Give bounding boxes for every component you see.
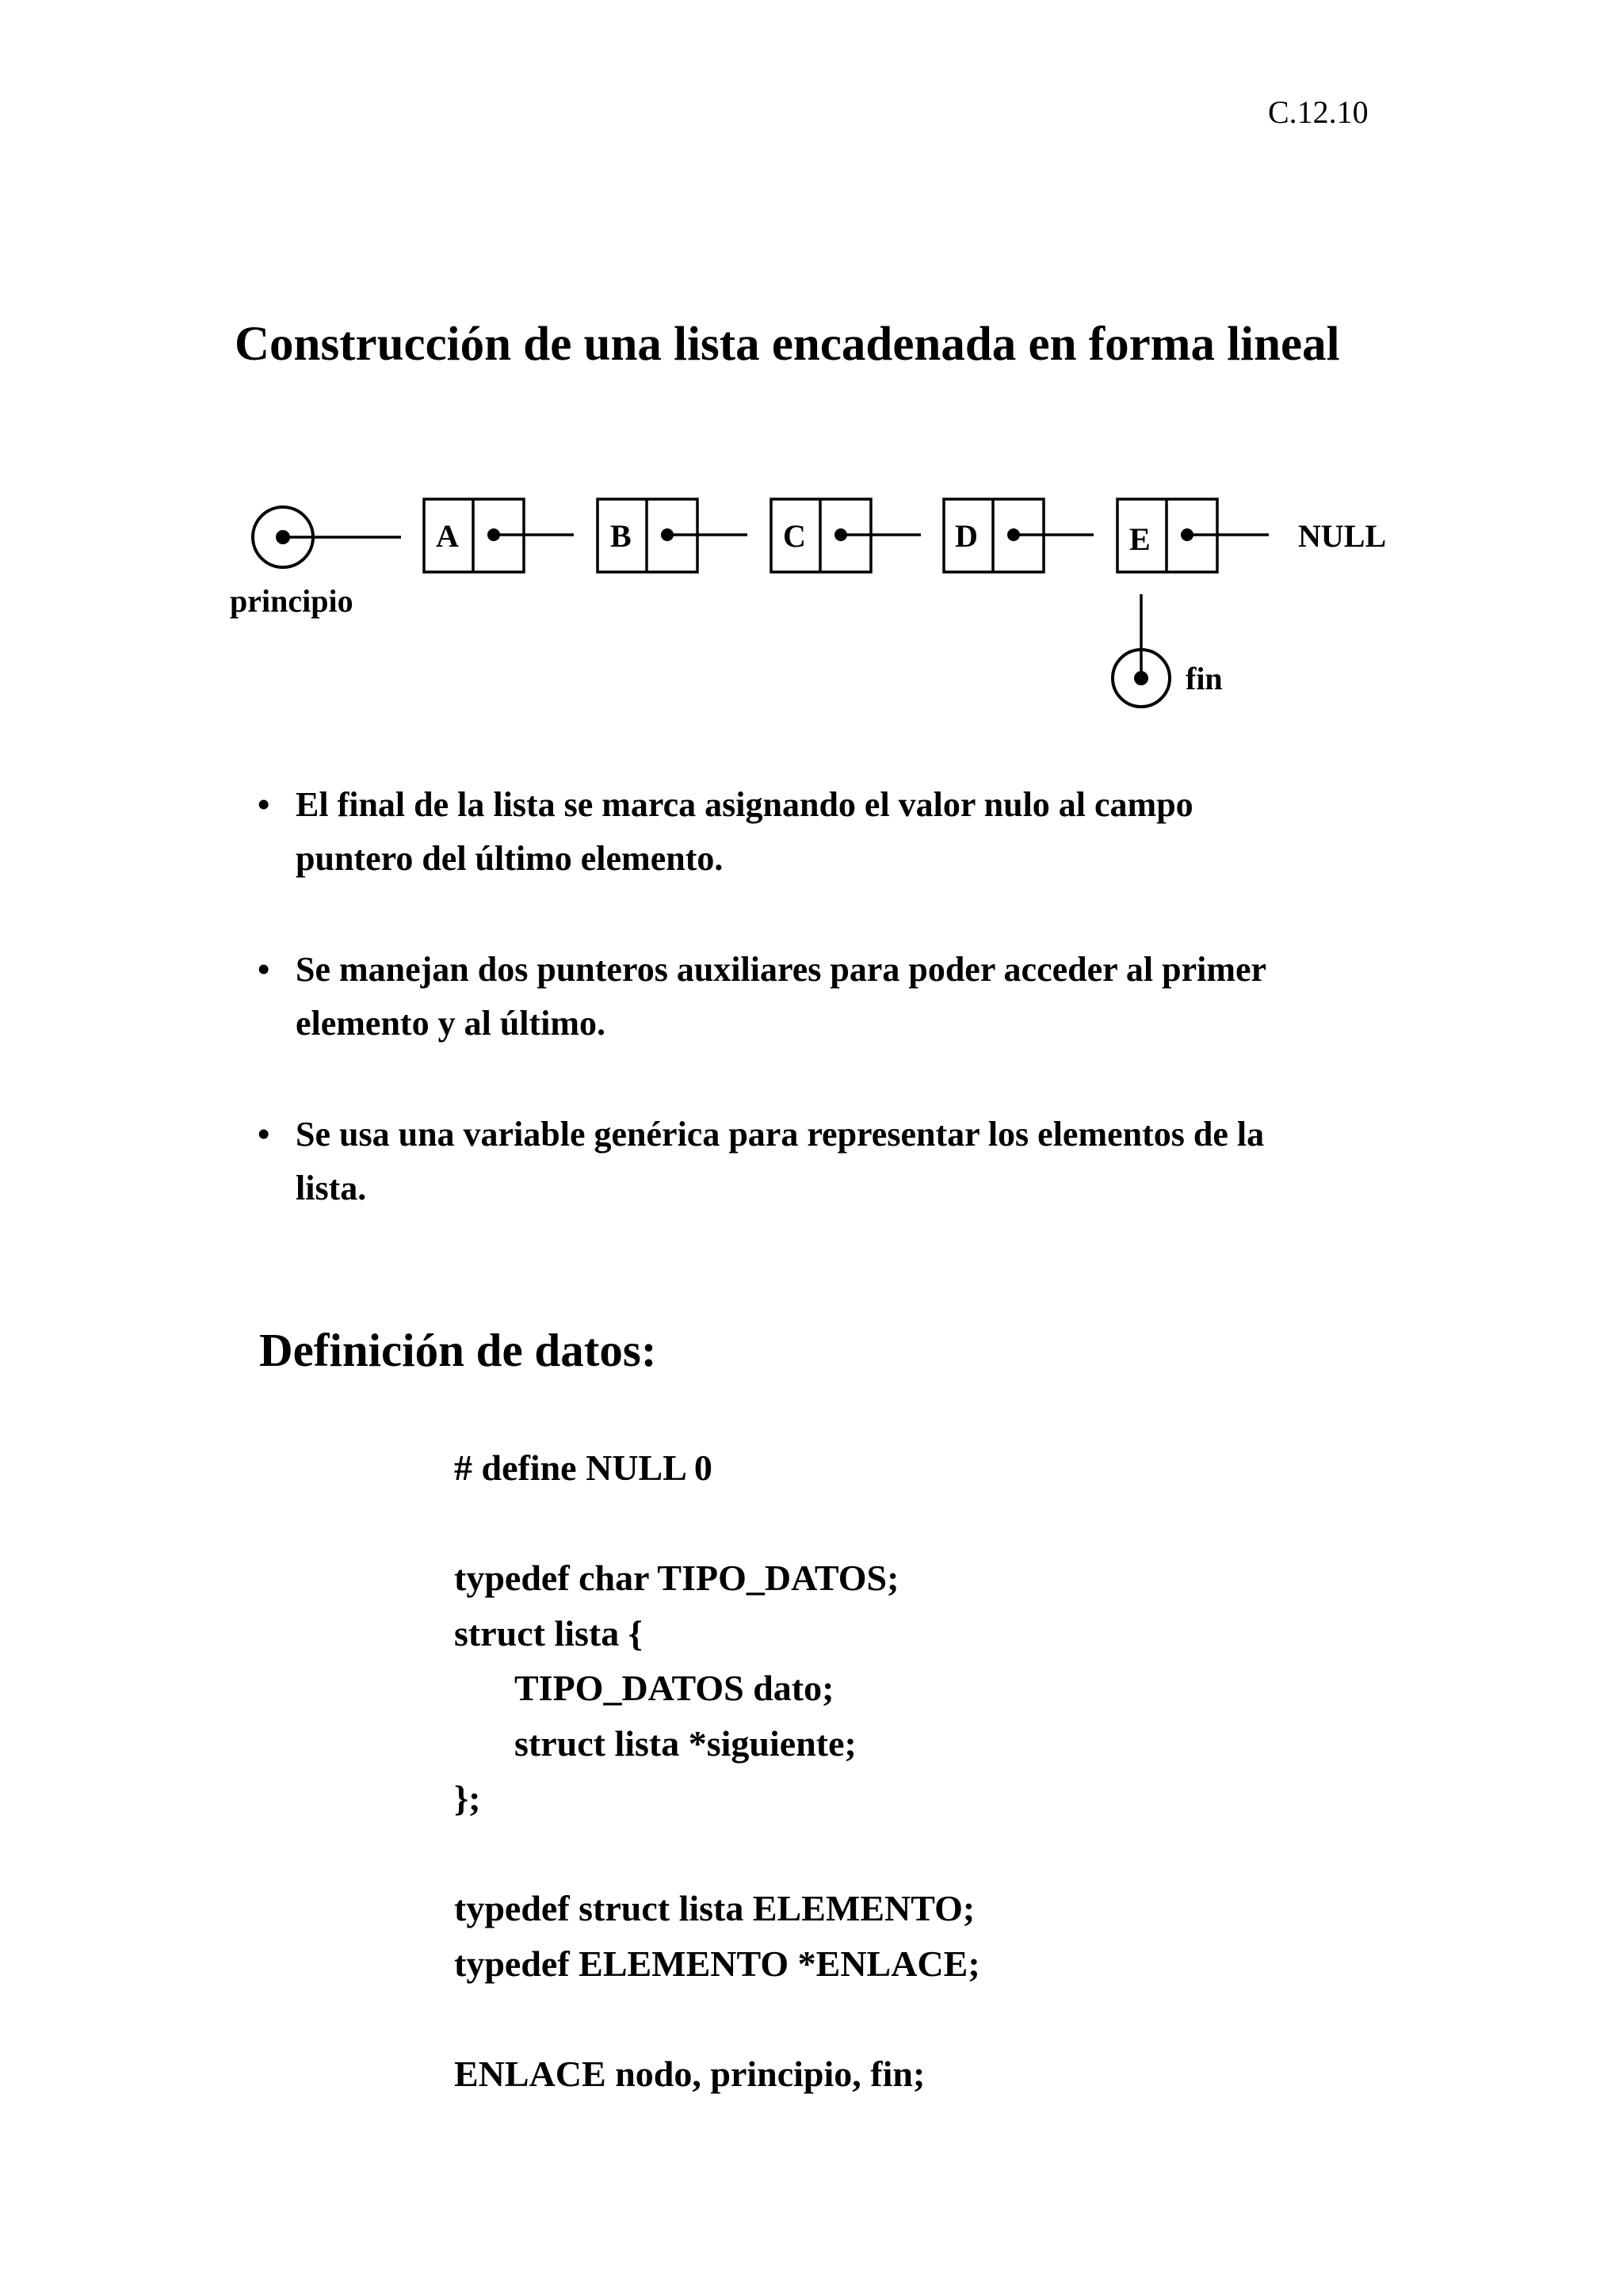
null-label: NULL [1298,518,1387,554]
code-blank-line [454,1826,980,1882]
node-label-c: C [783,518,806,554]
code-line-declaration: ENLACE nodo, principio, fin; [454,2053,926,2094]
bullet-line: El final de la lista se marca asignando el valor nulo al campo [296,785,1193,824]
code-blank-line [454,1496,980,1551]
node-label-e: E [1129,521,1151,557]
list-node-d [944,499,1094,572]
code-line-field-siguiente: struct lista *siguiente; [514,1722,857,1764]
bullet-item [258,778,1446,886]
code-block [454,1440,980,2101]
list-node-b [598,499,747,572]
node-label-b: B [610,518,632,554]
list-node-a [424,499,574,572]
code-line-typedef-enlace: typedef ELEMENTO *ENLACE; [454,1943,980,1984]
bullet-line: Se manejan dos punteros auxiliares para poder acceder al primer [296,950,1267,989]
code-line-define: # define NULL 0 [454,1447,712,1488]
code-line-field-dato: TIPO_DATOS dato; [514,1668,834,1708]
bullet-list [258,778,1446,1272]
bullet-item [258,1108,1446,1215]
bullet-line: elemento y al último. [296,1004,606,1043]
tail-pointer-label: fin [1186,661,1223,696]
bullet-marker: • [258,950,270,989]
list-node-e [1117,499,1269,572]
section-title: Definición de datos: [259,1324,657,1376]
page-title: Construcción de una lista encadenada en forma lineal [235,318,1340,371]
code-blank-line [454,1991,980,2046]
bullet-line: puntero del último elemento. [296,839,724,878]
bullet-marker: • [258,785,270,824]
head-pointer-label: principio [230,583,353,619]
node-label-a: A [436,518,459,554]
list-node-c [771,499,921,572]
code-line-struct-open: struct lista { [454,1612,643,1653]
bullet-item [258,943,1446,1051]
bullet-line: lista. [296,1169,367,1207]
page-number: C.12.10 [1268,94,1369,130]
bullet-line: Se usa una variable genérica para representar los elementos de la [296,1115,1265,1154]
tail-pointer [1113,594,1170,707]
code-line-struct-close: }; [454,1778,481,1818]
head-pointer [253,507,401,567]
code-line-typedef-elemento: typedef struct lista ELEMENTO; [454,1888,976,1928]
node-label-d: D [955,518,978,554]
code-line-typedef-char: typedef char TIPO_DATOS; [454,1558,899,1598]
bullet-marker: • [258,1115,270,1154]
